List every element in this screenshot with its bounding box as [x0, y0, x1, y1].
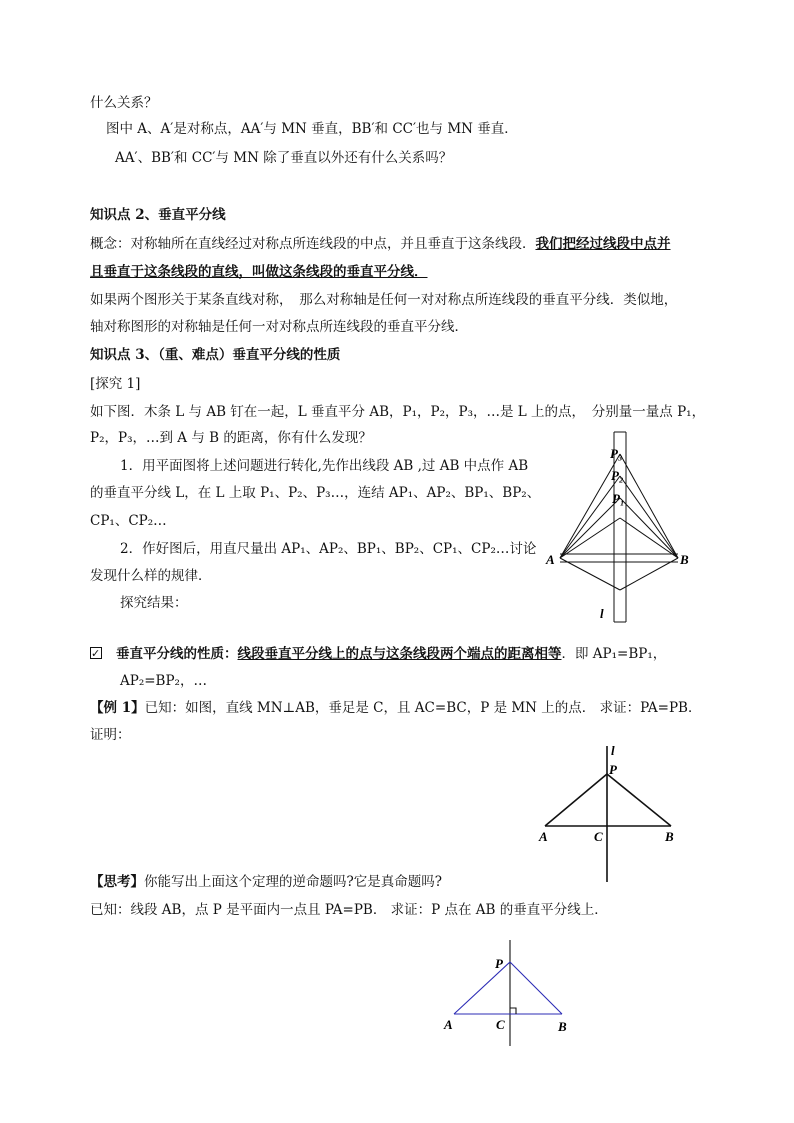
kp2-concept-line-1: [90, 234, 671, 254]
kp3-explore: [探究 1]: [90, 376, 141, 392]
kp3-step-2b: 发现什么样的规律．: [90, 568, 212, 584]
fig3-label-a: A: [444, 1017, 453, 1032]
kp3-result: 探究结果：: [120, 595, 188, 611]
kp2-paragraph-2: 轴对称图形的对称轴是任何一对对称点所连线段的垂直平分线．: [90, 319, 468, 335]
property-label: 垂直平分线的性质：: [116, 646, 238, 662]
kp3-question-1b: P₂，P₃，…到 A 与 B 的距离，你有什么发现？: [90, 430, 372, 446]
think-tag: 【思考】: [90, 874, 144, 890]
intro-line-3: AA′、BB′和 CC′与 MN 除了垂直以外还有什么关系吗？: [115, 150, 453, 166]
kp2-paragraph-1: 如果两个图形关于某条直线对称， 那么对称轴是任何一对对称点所连线段的垂直平分线．类似地，: [90, 292, 678, 308]
fig1-label-p1: P₁: [612, 491, 625, 506]
fig3-label-p: P: [495, 956, 503, 971]
fig2-label-l: l: [611, 743, 615, 758]
property-line: [90, 644, 666, 664]
kp2-concept-c: 且垂直于这条线段的直线，叫做这条线段的垂直平分线．: [90, 264, 428, 280]
kp2-title: 知识点 2、垂直平分线: [90, 207, 226, 223]
kp3-title: 知识点 3、（重、难点）垂直平分线的性质: [90, 347, 341, 363]
figure-wooden-strip: [540, 430, 700, 625]
property-tail: ．即 AP₁=BP₁，: [561, 646, 667, 662]
example-1: [90, 698, 701, 718]
kp2-concept-b: 我们把经过线段中点并: [535, 236, 671, 252]
proof-label: 证明：: [90, 727, 131, 743]
fig2-label-b: B: [665, 829, 674, 844]
kp3-step-1a: 1．用平面图将上述问题进行转化,先作出线段 AB ,过 AB 中点作 AB: [120, 458, 529, 474]
fig3-label-b: B: [558, 1019, 567, 1034]
figure-converse: [440, 938, 575, 1048]
given-2: 已知：线段 AB，点 P 是平面内一点且 PA=PB． 求证：P 点在 AB 的垂直平分线上．: [90, 902, 608, 918]
fig3-label-c: C: [496, 1017, 505, 1032]
fig2-label-p: P: [609, 762, 617, 777]
kp3-step-2a: 2．作好图后，用直尺量出 AP₁、AP₂、BP₁、BP₂、CP₁、CP₂…讨论: [120, 541, 537, 557]
think-text: 你能写出上面这个定理的逆命题吗?它是真命题吗?: [144, 874, 442, 890]
kp3-step-1c: CP₁、CP₂…: [90, 513, 167, 529]
intro-line-1: 什么关系？: [90, 95, 158, 111]
property-tail-2: AP₂=BP₂，…: [120, 673, 207, 689]
fig2-label-c: C: [594, 829, 603, 844]
kp2-concept-a: 概念：对称轴所在直线经过对称点所连线段的中点，并且垂直于这条线段．: [90, 236, 536, 252]
fig1-label-l: l: [600, 606, 604, 621]
fig2-label-a: A: [539, 829, 548, 844]
intro-line-2: 图中 A、A′是对称点，AA′与 MN 垂直，BB′和 CC′也与 MN 垂直．: [106, 121, 518, 137]
fig1-label-b: B: [680, 552, 689, 567]
kp3-question-1a: 如下图．木条 L 与 AB 钉在一起，L 垂直平分 AB，P₁，P₂，P₃，…是 L 上的点， 分别量一量点 P₁，: [90, 404, 706, 420]
example-1-text: 已知：如图，直线 MN⊥AB，垂足是 C，且 AC=BC，P 是 MN 上的点． 求证：PA=PB．: [144, 700, 702, 716]
figure-example-1: [535, 742, 685, 884]
checkbox-icon: [90, 647, 102, 659]
property-text: 线段垂直平分线上的点与这条线段两个端点的距离相等: [237, 646, 562, 662]
fig1-label-p3: P₃: [610, 446, 623, 461]
think-line: [90, 872, 442, 892]
example-1-tag: 【例 1】: [90, 700, 145, 716]
fig1-label-a: A: [546, 552, 555, 567]
fig1-label-p2: P₂: [611, 468, 624, 483]
kp3-step-1b: 的垂直平分线 L，在 L 上取 P₁、P₂、P₃…，连结 AP₁、AP₂、BP₁、BP₂、: [90, 485, 541, 501]
